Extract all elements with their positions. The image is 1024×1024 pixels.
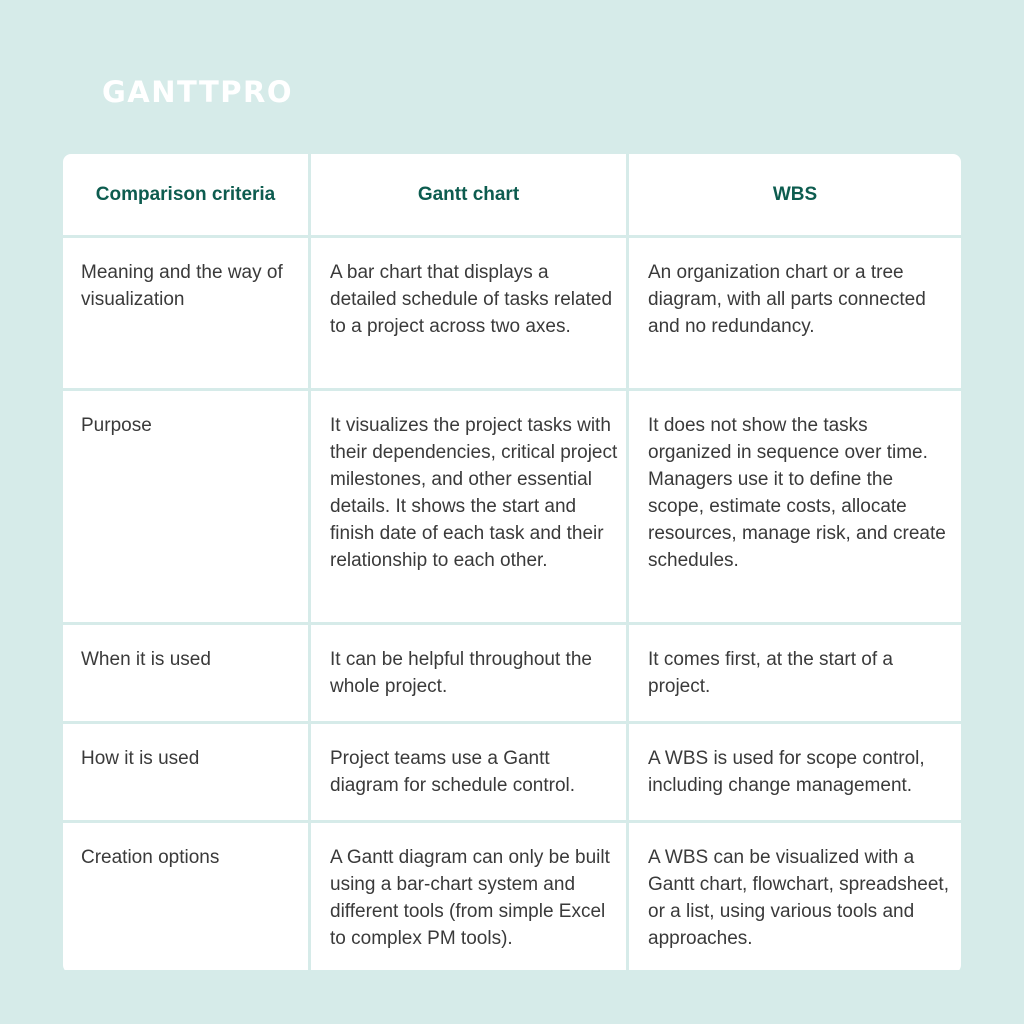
row-when-wbs: It comes first, at the start of a project. (629, 625, 961, 721)
row-purpose-criteria: Purpose (63, 391, 308, 622)
row-creation-wbs: A WBS can be visualized with a Gantt chart, flowchart, spreadsheet, or a list, using various tools and approaches. (629, 823, 961, 970)
row-when-criteria: When it is used (63, 625, 308, 721)
row-creation-criteria: Creation options (63, 823, 308, 970)
row-meaning-criteria: Meaning and the way of visualization (63, 238, 308, 388)
row-purpose-gantt: It visualizes the project tasks with their dependencies, critical project milestones, and other essential details. It shows the start and finish date of each task and their relationship to each other. (311, 391, 626, 622)
header-comparison-criteria: Comparison criteria (63, 154, 308, 235)
row-how-wbs: A WBS is used for scope control, including change management. (629, 724, 961, 820)
row-meaning-gantt: A bar chart that displays a detailed schedule of tasks related to a project across two axes. (311, 238, 626, 388)
row-how-criteria: How it is used (63, 724, 308, 820)
row-how-gantt: Project teams use a Gantt diagram for schedule control. (311, 724, 626, 820)
row-purpose-wbs: It does not show the tasks organized in sequence over time. Managers use it to define the scope, estimate costs, allocate resources, manage risk, and create schedules. (629, 391, 961, 622)
row-meaning-wbs: An organization chart or a tree diagram, with all parts connected and no redundancy. (629, 238, 961, 388)
row-creation-gantt: A Gantt diagram can only be built using a bar-chart system and different tools (from simple Excel to complex PM tools). (311, 823, 626, 970)
header-wbs: WBS (629, 154, 961, 235)
ganttpro-logo: GANTTPRO (102, 75, 293, 109)
comparison-table (63, 154, 961, 973)
header-gantt-chart: Gantt chart (311, 154, 626, 235)
row-when-gantt: It can be helpful throughout the whole project. (311, 625, 626, 721)
